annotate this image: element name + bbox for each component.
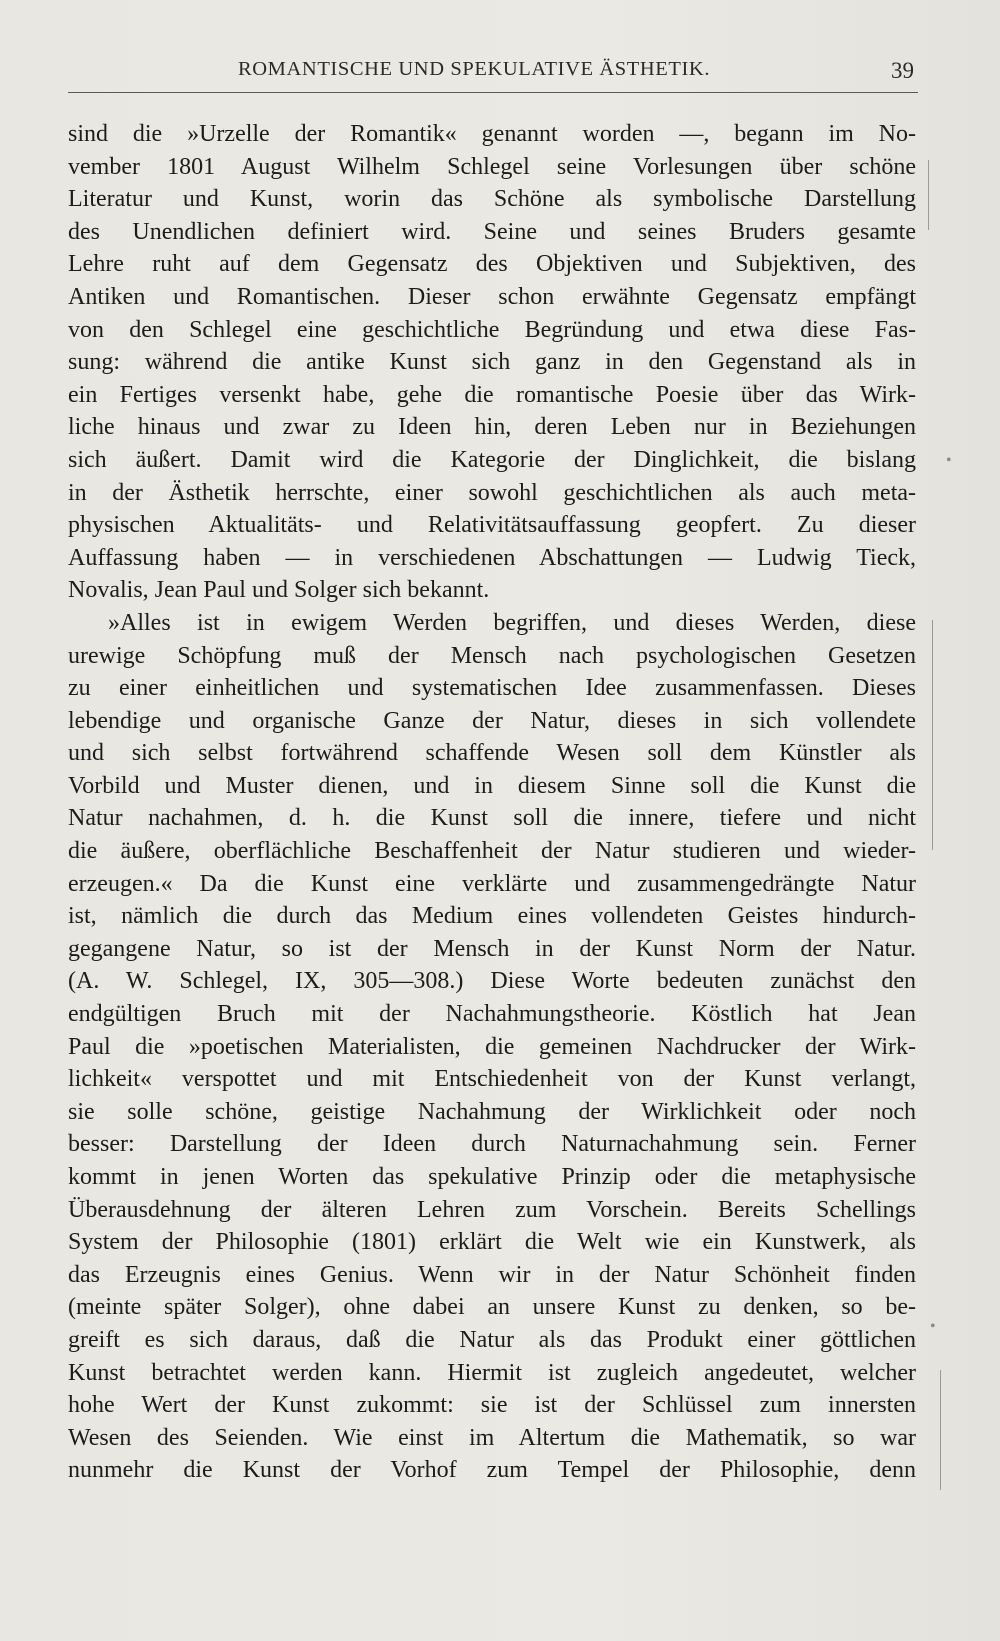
text-line: Lehre ruht auf dem Gegensatz des Objektiven und Subjektiven, des	[68, 251, 916, 278]
text-line: Novalis, Jean Paul und Solger sich bekannt.	[68, 577, 490, 604]
text-line: (meinte später Solger), ohne dabei an unsere Kunst zu denken, so be-	[68, 1294, 916, 1321]
text-line: »Alles ist in ewigem Werden begriffen, und dieses Werden, diese	[108, 609, 916, 636]
text-line: sie solle schöne, geistige Nachahmung der Wirklichkeit oder noch	[68, 1098, 916, 1125]
text-line: hohe Wert der Kunst zukommt: sie ist der Schlüssel zum innersten	[68, 1392, 916, 1419]
text-line: Literatur und Kunst, worin das Schöne als symbolische Darstellung	[68, 186, 916, 213]
text-line: kommt in jenen Worten das spekulative Prinzip oder die metaphysische	[68, 1164, 916, 1190]
text-line: Kunst betrachtet werden kann. Hiermit ist zugleich angedeutet, welcher	[68, 1359, 916, 1386]
text-line: vember 1801 August Wilhelm Schlegel seine Vorlesungen über schöne	[68, 153, 916, 180]
text-line: sich äußert. Damit wird die Kategorie der Dinglichkeit, die bislang	[68, 446, 916, 473]
pencil-margin-mark	[932, 620, 933, 850]
text-line: das Erzeugnis eines Genius. Wenn wir in der Natur Schönheit finden	[68, 1261, 916, 1288]
running-header	[68, 52, 918, 93]
text-line: von den Schlegel eine geschichtliche Begründung und etwa diese Fas-	[68, 316, 916, 343]
text-line: Paul die »poetischen Materialisten, die gemeinen Nachdrucker der Wirk-	[68, 1033, 916, 1060]
text-line: erzeugen.« Da die Kunst eine verklärte und zusammengedrängte Natur	[68, 870, 916, 897]
text-line: endgültigen Bruch mit der Nachahmungstheorie. Köstlich hat Jean	[68, 1001, 916, 1028]
text-line: Auffassung haben — in verschiedenen Abschattungen — Ludwig Tieck,	[68, 544, 916, 571]
text-line: Vorbild und Muster dienen, und in diesem Sinne soll die Kunst die	[68, 772, 916, 799]
text-line: die äußere, oberflächliche Beschaffenheit der Natur studieren und wieder-	[68, 838, 916, 865]
pencil-dot-mark: •	[930, 1318, 936, 1335]
text-line: sung: während die antike Kunst sich ganz in den Gegenstand als in	[68, 349, 916, 376]
text-line: gegangene Natur, so ist der Mensch in der Kunst Norm der Natur.	[68, 935, 916, 962]
pencil-margin-mark	[940, 1370, 941, 1490]
text-line: des Unendlichen definiert wird. Seine und seines Bruders gesamte	[68, 218, 916, 245]
body-text	[68, 118, 916, 1487]
text-line: Wesen des Seienden. Wie einst im Altertum die Mathematik, so war	[68, 1424, 916, 1451]
pencil-margin-mark	[928, 160, 929, 230]
text-line: (A. W. Schlegel, IX, 305—308.) Diese Worte bedeuten zunächst den	[68, 968, 916, 995]
text-line: in der Ästhetik herrschte, einer sowohl geschichtlichen als auch meta-	[68, 479, 916, 506]
text-line: ein Fertiges versenkt habe, gehe die romantische Poesie über das Wirk-	[68, 381, 916, 408]
text-line: Natur nachahmen, d. h. die Kunst soll die innere, tiefere und nicht	[68, 805, 916, 832]
text-line: Überausdehnung der älteren Lehren zum Vorschein. Bereits Schellings	[68, 1196, 916, 1223]
text-line: sind die »Urzelle der Romantik« genannt worden —, begann im No-	[68, 121, 916, 147]
text-line: zu einer einheitlichen und systematischen Idee zusammenfassen. Dieses	[68, 675, 916, 702]
text-line: lebendige und organische Ganze der Natur, dieses in sich vollendete	[68, 707, 916, 734]
text-line: urewige Schöpfung muß der Mensch nach psychologischen Gesetzen	[68, 642, 916, 669]
text-line: liche hinaus und zwar zu Ideen hin, deren Leben nur in Beziehungen	[68, 414, 916, 441]
text-line: besser: Darstellung der Ideen durch Naturnachahmung sein. Ferner	[68, 1131, 916, 1158]
text-line: physischen Aktualitäts- und Relativitätsauffassung geopfert. Zu dieser	[68, 512, 916, 539]
text-line: System der Philosophie (1801) erklärt die Welt wie ein Kunstwerk, als	[68, 1229, 916, 1256]
text-line: ist, nämlich die durch das Medium eines vollendeten Geistes hindurch-	[68, 903, 916, 930]
text-line: und sich selbst fortwährend schaffende Wesen soll dem Künstler als	[68, 740, 916, 767]
text-line: Antiken und Romantischen. Dieser schon erwähnte Gegensatz empfängt	[68, 283, 916, 310]
pencil-dot-mark: •	[946, 452, 952, 469]
text-line: lichkeit« verspottet und mit Entschiedenheit von der Kunst verlangt,	[68, 1066, 916, 1093]
page-number: 39	[891, 58, 914, 83]
text-line: greift es sich daraus, daß die Natur als das Produkt einer göttlichen	[68, 1326, 916, 1353]
running-title: ROMANTISCHE UND SPEKULATIVE ÄSTHETIK.	[238, 58, 711, 80]
text-line: nunmehr die Kunst der Vorhof zum Tempel der Philosophie, denn	[68, 1457, 916, 1484]
